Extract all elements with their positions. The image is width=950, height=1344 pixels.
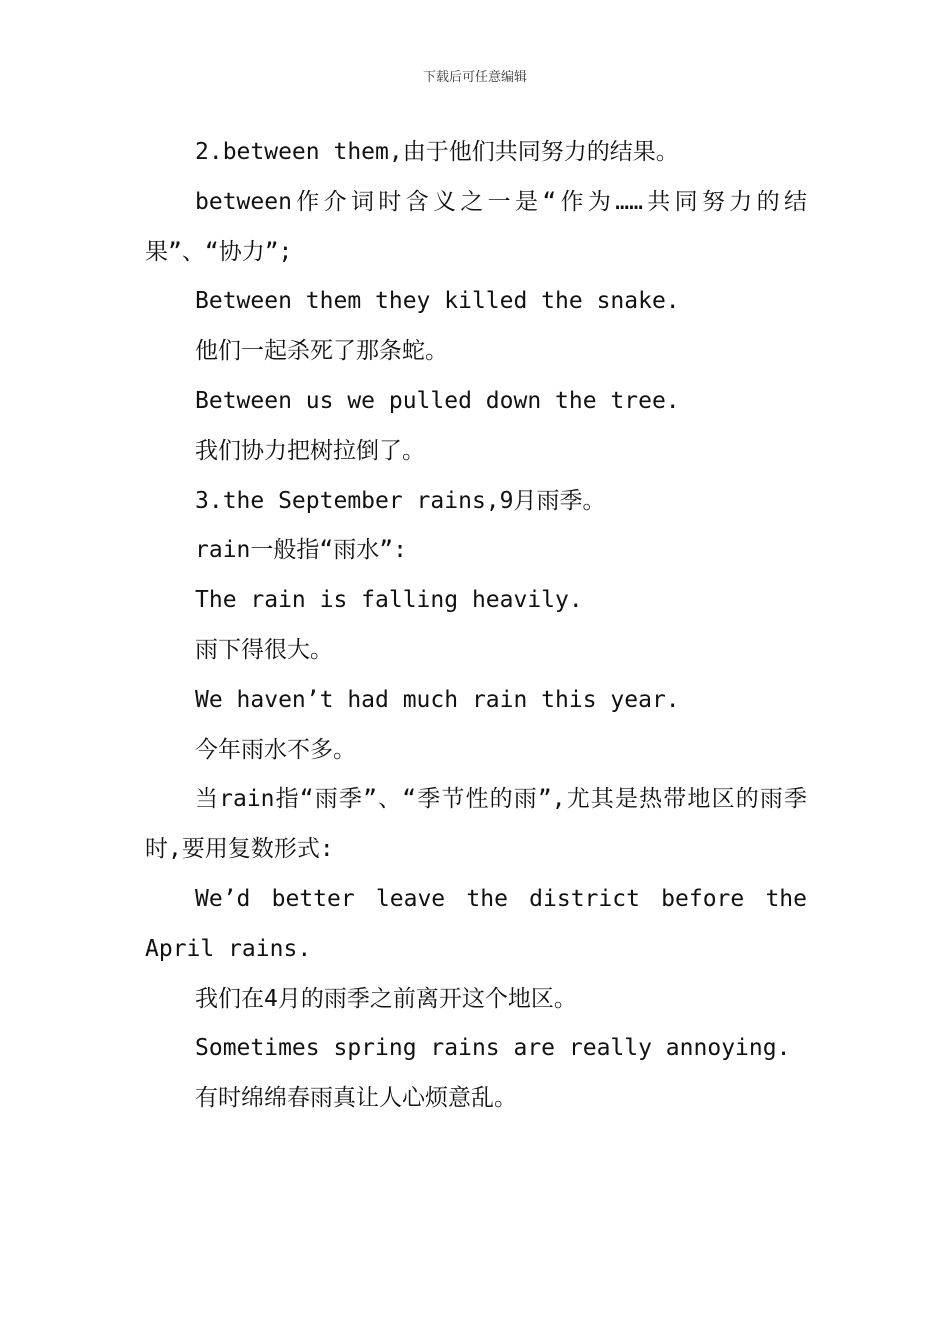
paragraph-2: between作介词时含义之一是“作为……共同努力的结果”、“协力”; <box>145 188 807 265</box>
paragraph-5: Between us we pulled down the tree. <box>195 387 680 414</box>
paragraph-12: 今年雨水不多。 <box>195 736 356 763</box>
paragraph-11: We haven’t had much rain this year. <box>195 686 680 713</box>
paragraph-8: rain一般指“雨水”: <box>195 537 407 564</box>
page-header: 下载后可任意编辑 <box>422 70 527 85</box>
paragraph-4: 他们一起杀死了那条蛇。 <box>195 338 448 365</box>
paragraph-16: Sometimes spring rains are really annoying. <box>195 1035 791 1062</box>
document-body <box>145 128 807 1124</box>
paragraph-6: 我们协力把树拉倒了。 <box>195 437 425 464</box>
paragraph-9: The rain is falling heavily. <box>195 587 583 614</box>
paragraph-7: 3.the September rains,9月雨季。 <box>195 487 606 514</box>
paragraph-10: 雨下得很大。 <box>195 636 333 663</box>
paragraph-13: 当rain指“雨季”、“季节性的雨”,尤其是热带地区的雨季时,要用复数形式: <box>145 786 807 863</box>
paragraph-15: 我们在4月的雨季之前离开这个地区。 <box>195 985 577 1012</box>
paragraph-1: 2.between them,由于他们共同努力的结果。 <box>195 139 679 165</box>
paragraph-3: Between them they killed the snake. <box>195 288 680 315</box>
paragraph-14: We’d better leave the district before the April rains. <box>145 885 807 962</box>
paragraph-17: 有时绵绵春雨真让人心烦意乱。 <box>195 1085 517 1112</box>
